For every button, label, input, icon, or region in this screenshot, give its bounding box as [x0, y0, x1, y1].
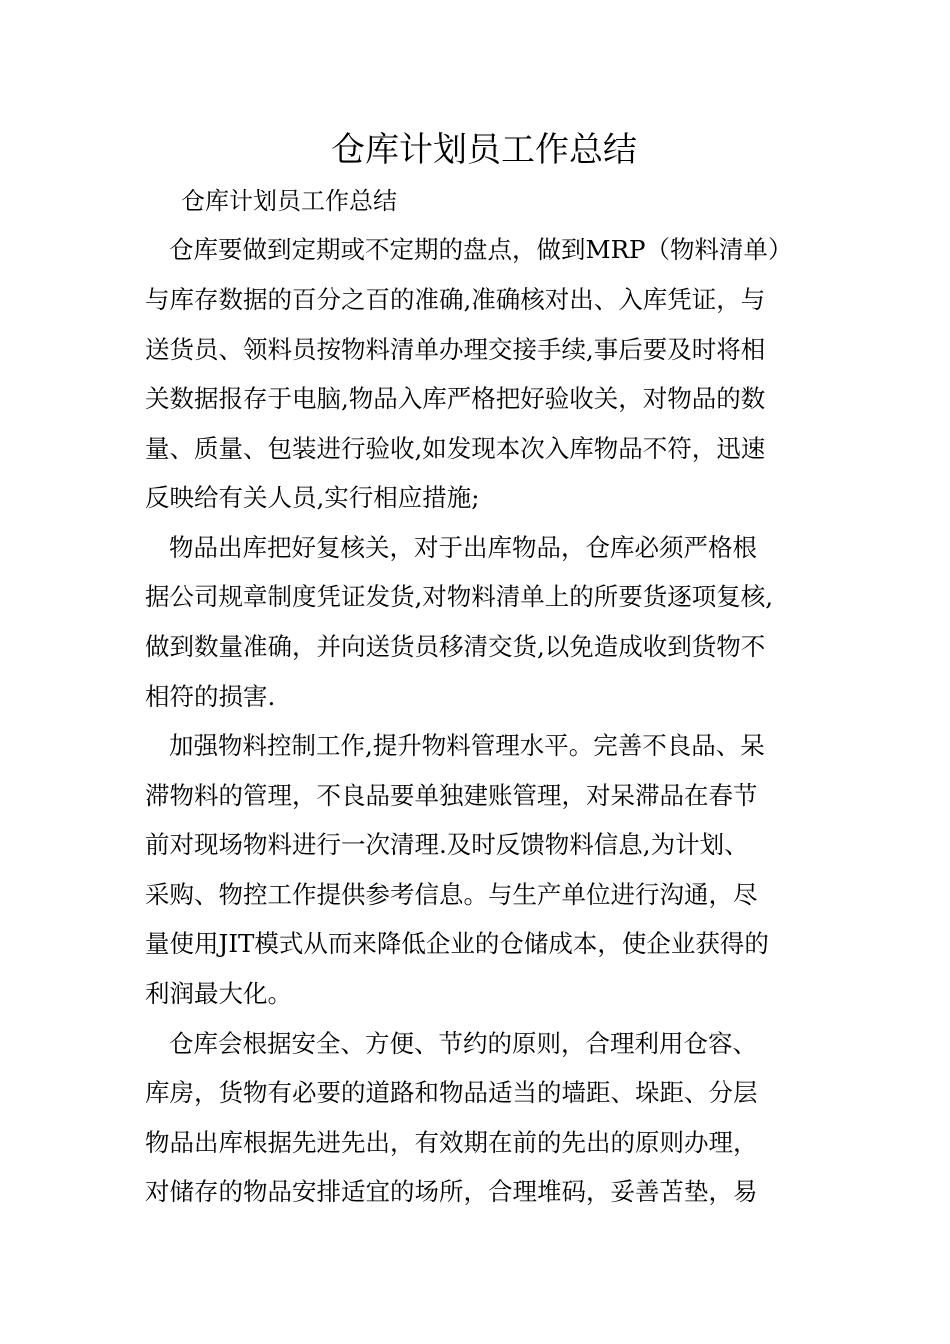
- paragraph-line: 仓库要做到定期或不定期的盘点，做到MRP（物料清单）: [169, 235, 793, 264]
- paragraph-line: 相符的损害.: [145, 682, 276, 711]
- paragraph-line: 量、质量、包装进行验收,如发现本次入库物品不符，迅速: [145, 434, 766, 463]
- paragraph-line: 采购、物控工作提供参考信息。与生产单位进行沟通，尽: [145, 880, 758, 909]
- paragraph-line: 据公司规章制度凭证发货,对物料清单上的所要货逐项复核,: [145, 582, 774, 611]
- paragraph-line: 滞物料的管理，不良品要单独建账管理，对呆滞品在春节: [145, 781, 758, 810]
- paragraph-line: 关数据报存于电脑,物品入库严格把好验收关，对物品的数: [145, 384, 766, 413]
- paragraph-line: 量使用JIT模式从而来降低企业的仓储成本，使企业获得的: [145, 929, 769, 958]
- paragraph-line: 物品出库把好复核关，对于出库物品，仓库必须严格根: [169, 533, 757, 562]
- document-subtitle: 仓库计划员工作总结: [181, 187, 397, 215]
- paragraph-line: 加强物料控制工作,提升物料管理水平。完善不良品、呆: [169, 731, 765, 760]
- paragraph-line: 物品出库根据先进先出，有效期在前的先出的原则办理，: [145, 1128, 758, 1157]
- paragraph-line: 反映给有关人员,实行相应措施;: [145, 483, 480, 512]
- paragraph-line: 对储存的物品安排适宜的场所，合理堆码，妥善苫垫，易: [145, 1177, 758, 1206]
- paragraph-line: 做到数量准确，并向送货员移清交货,以免造成收到货物不: [145, 632, 766, 661]
- document-title: 仓库计划员工作总结: [331, 130, 637, 170]
- paragraph-line: 利润最大化。: [145, 979, 292, 1008]
- paragraph-line: 送货员、领料员按物料清单办理交接手续,事后要及时将相: [145, 335, 766, 364]
- paragraph-line: 仓库会根据安全、方便、节约的原则，合理利用仓容、: [169, 1029, 757, 1058]
- paragraph-line: 与库存数据的百分之百的准确,准确核对出、入库凭证，与: [145, 285, 766, 314]
- paragraph-line: 库房，货物有必要的道路和物品适当的墙距、垛距、分层: [145, 1078, 758, 1107]
- paragraph-line: 前对现场物料进行一次清理.及时反馈物料信息,为计划、: [145, 830, 749, 859]
